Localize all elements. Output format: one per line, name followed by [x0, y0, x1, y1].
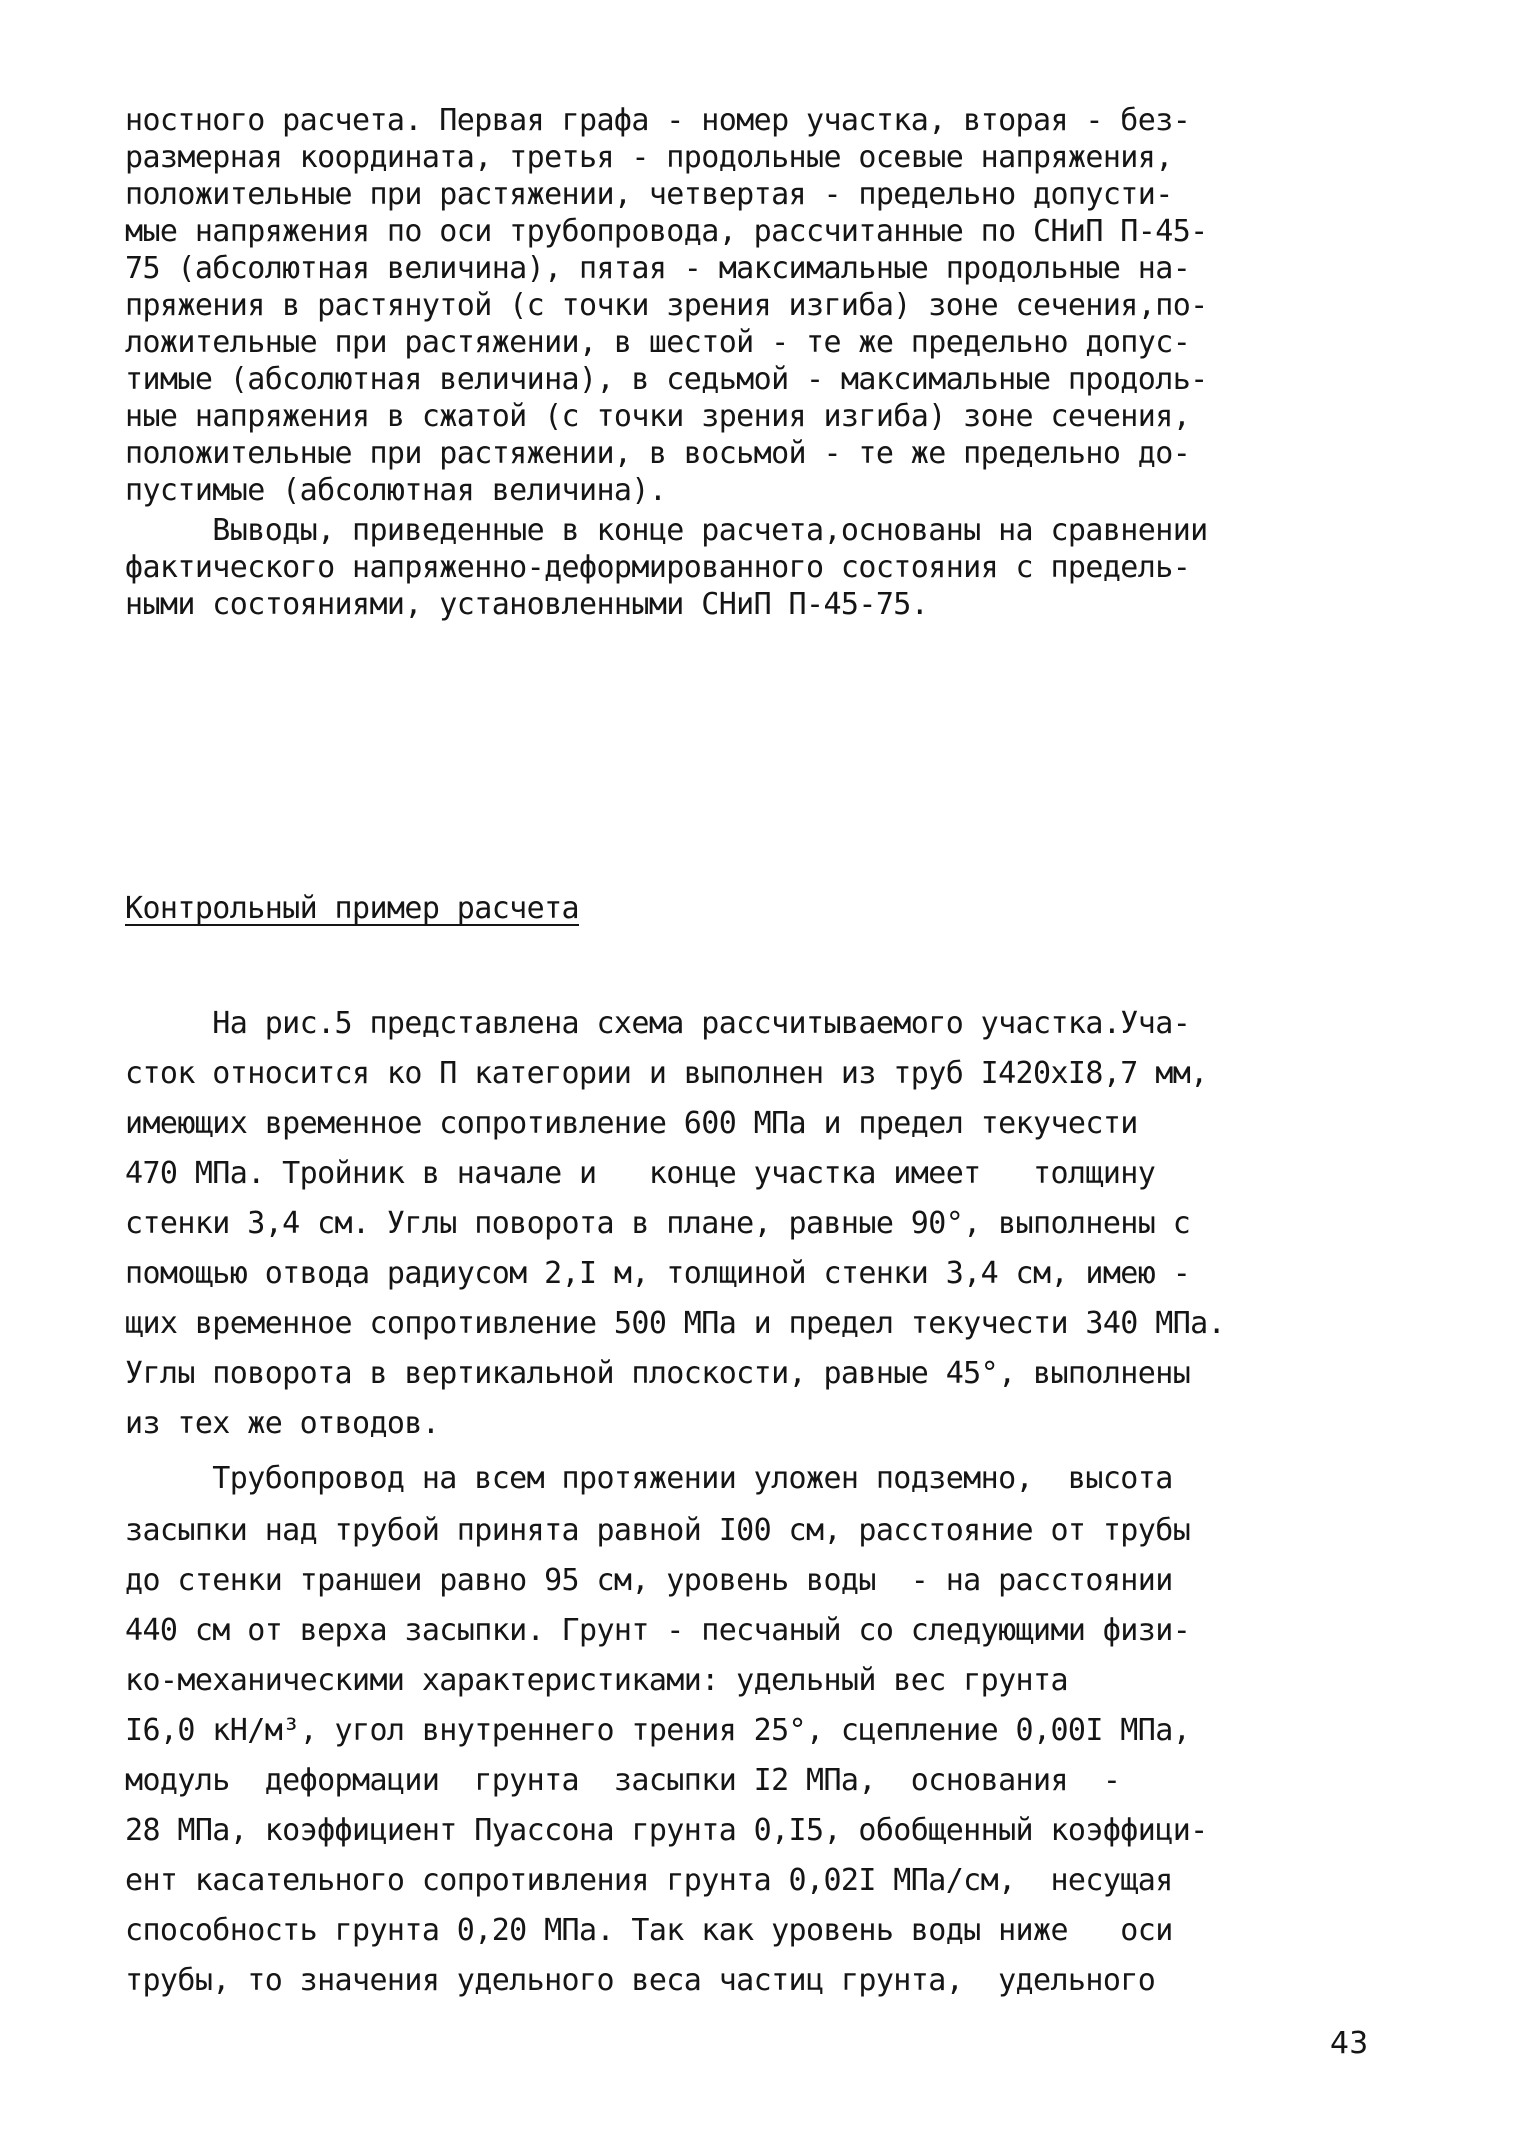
text-line: из тех же отводов.	[125, 1406, 440, 1441]
text-line: 28 МПа, коэффициент Пуассона грунта 0,I5, обобщенный коэффици-	[125, 1813, 1208, 1848]
text-line: размерная координата, третья - продольные осевые напряжения,	[125, 140, 1173, 175]
text-line: трубы, то значения удельного веса частиц грунта, удельного	[125, 1963, 1156, 1998]
text-line: ко-механическими характеристиками: удельный вес грунта	[125, 1663, 1068, 1698]
text-line: Трубопровод на всем протяжении уложен подземно, высота	[125, 1461, 1173, 1496]
text-line: Выводы, приведенные в конце расчета,основаны на сравнении	[125, 513, 1208, 548]
text-line: способность грунта 0,20 МПа. Так как уровень воды ниже оси	[125, 1913, 1173, 1948]
text-line: ент касательного сопротивления грунта 0,02I МПа/см, несущая	[125, 1863, 1173, 1898]
text-line: ностного расчета. Первая графа - номер участка, вторая - без-	[125, 103, 1191, 138]
text-line: положительные при растяжении, четвертая - предельно допусти-	[125, 177, 1173, 212]
text-line: помощью отвода радиусом 2,I м, толщиной стенки 3,4 см, имею -	[125, 1256, 1191, 1291]
text-line: засыпки над трубой принята равной I00 см, расстояние от трубы	[125, 1513, 1191, 1548]
section-heading: Контрольный пример расчета	[125, 891, 579, 926]
text-line: На рис.5 представлена схема рассчитываемого участка.Уча-	[125, 1006, 1191, 1041]
text-line: имеющих временное сопротивление 600 МПа и предел текучести	[125, 1106, 1138, 1141]
text-line: I6,0 кН/м³, угол внутреннего трения 25°, сцепление 0,00I МПа,	[125, 1713, 1191, 1748]
text-line: фактического напряженно-деформированного состояния с предель-	[125, 550, 1191, 585]
text-line: 75 (абсолютная величина), пятая - максимальные продольные на-	[125, 251, 1191, 286]
text-line: щих временное сопротивление 500 МПа и предел текучести 340 МПа.	[125, 1306, 1226, 1341]
text-line: Углы поворота в вертикальной плоскости, равные 45°, выполнены	[125, 1356, 1191, 1391]
text-line: пряжения в растянутой (с точки зрения изгиба) зоне сечения,по-	[125, 288, 1208, 323]
text-line: сток относится ко П категории и выполнен из труб I420xI8,7 мм,	[125, 1056, 1208, 1091]
text-line: до стенки траншеи равно 95 см, уровень воды - на расстоянии	[125, 1563, 1173, 1598]
text-line: 440 см от верха засыпки. Грунт - песчаный со следующими физи-	[125, 1613, 1191, 1648]
text-line: положительные при растяжении, в восьмой - те же предельно до-	[125, 436, 1191, 471]
text-line: тимые (абсолютная величина), в седьмой - максимальные продоль-	[125, 362, 1208, 397]
page-number: 43	[1330, 2026, 1369, 2061]
text-line: 470 МПа. Тройник в начале и конце участка имеет толщину	[125, 1156, 1156, 1191]
text-line: пустимые (абсолютная величина).	[125, 473, 667, 508]
text-line: модуль деформации грунта засыпки I2 МПа, основания -	[125, 1763, 1121, 1798]
text-line: ные напряжения в сжатой (с точки зрения изгиба) зоне сечения,	[125, 399, 1191, 434]
text-line: мые напряжения по оси трубопровода, рассчитанные по СНиП П-45-	[125, 214, 1208, 249]
text-line: стенки 3,4 см. Углы поворота в плане, равные 90°, выполнены с	[125, 1206, 1191, 1241]
text-line: ными состояниями, установленными СНиП П-45-75.	[125, 587, 929, 622]
text-line: ложительные при растяжении, в шестой - те же предельно допус-	[125, 325, 1191, 360]
